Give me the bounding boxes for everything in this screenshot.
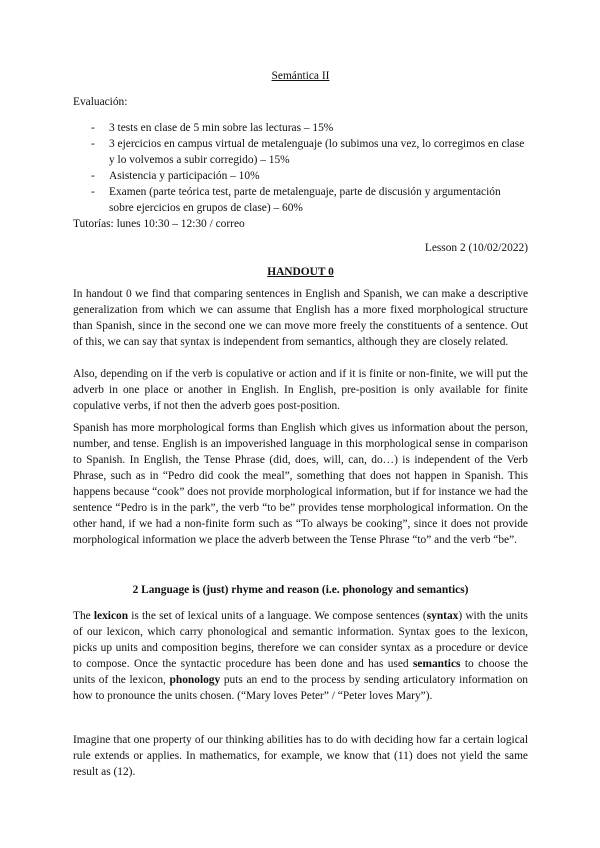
evaluation-list bbox=[91, 120, 528, 216]
lesson-date: Lesson 2 (10/02/2022) bbox=[424, 242, 528, 254]
paragraph-1: In handout 0 we find that comparing sentences in English and Spanish, we can make a descriptive generalization from which we can assume that English has a more fixed morphological structure than Spanish, since in the second one we can move more freely the constituents of a sentence. Out of this, we can say that syntax is independent from semantics, although they are closely related. bbox=[73, 288, 528, 348]
term-lexicon: lexicon bbox=[93, 610, 129, 622]
evaluation-label: Evaluación: bbox=[73, 96, 128, 108]
evaluation-item-exam: - Examen (parte teórica test, parte de metalenguaje, parte de discusión y argumentación sobre ejercicios en grupos de clase) – 60% bbox=[91, 184, 528, 216]
document-title: Semántica II bbox=[271, 70, 330, 82]
term-semantics: semantics bbox=[413, 658, 461, 670]
tutorias-text: Tutorías: lunes 10:30 – 12:30 / correo bbox=[73, 218, 245, 230]
paragraph-lexicon: The lexicon is the set of lexical units of a language. We compose sentences (syntax) with the units of our lexicon, which carry phonological and semantic information. Syntax goes to the lexicon, picks up units and composition begins, therefore we can consider syntax as a procedure or device to compose. Once the syntactic procedure has been done and has used semantics to choose the units of the lexicon, phonology puts an end to the process by sending articulatory information on how to pronounce the units chosen. (“Mary loves Peter” / “Peter loves Mary”). bbox=[73, 610, 528, 702]
term-syntax: syntax bbox=[426, 610, 459, 622]
evaluation-item-attendance: - Asistencia y participación – 10% bbox=[91, 168, 528, 184]
paragraph-3: Spanish has more morphological forms than English which gives us information about the person, number, and tense. English is an impoverished language in this morphological sense in comparison to Spanish. In English, the Tense Phrase (did, does, will, can, do…) is independent of the Verb Phrase, such as in “Pedro did cook the meal”, something that does not happen in Spanish. This happens because “cook” does not provide morphological information, but if for instance we had the sentence “Pedro is in the park”, the verb “to be” provides tense morphological information. On the other hand, if we had a non-finite form such as “To always be cooking”, since it does not provide morphological information we place the adverb between the Tense Phrase “to” and the verb “be”. bbox=[73, 422, 528, 546]
paragraph-2: Also, depending on if the verb is copulative or action and if it is finite or non-finite, we will put the adverb in one place or another in English. In English, pre-position is only available for finite copulative verbs, if not then the adverb goes post-position. bbox=[73, 368, 528, 412]
evaluation-item-tests: - 3 tests en clase de 5 min sobre las lecturas – 15% bbox=[91, 120, 528, 136]
paragraph-logic: Imagine that one property of our thinking abilities has to do with deciding how far a certain logical rule extends or applies. In mathematics, for example, we know that (11) does not yield the same result as (12). bbox=[73, 734, 528, 778]
term-phonology: phonology bbox=[169, 674, 221, 686]
handout-title: HANDOUT 0 bbox=[267, 266, 334, 278]
section-2-heading: 2 Language is (just) rhyme and reason (i.e. phonology and semantics) bbox=[132, 584, 469, 596]
evaluation-item-exercises: - 3 ejercicios en campus virtual de metalenguaje (lo subimos una vez, lo corregimos en clase y lo volvemos a subir corregido) – 15% bbox=[91, 136, 528, 168]
